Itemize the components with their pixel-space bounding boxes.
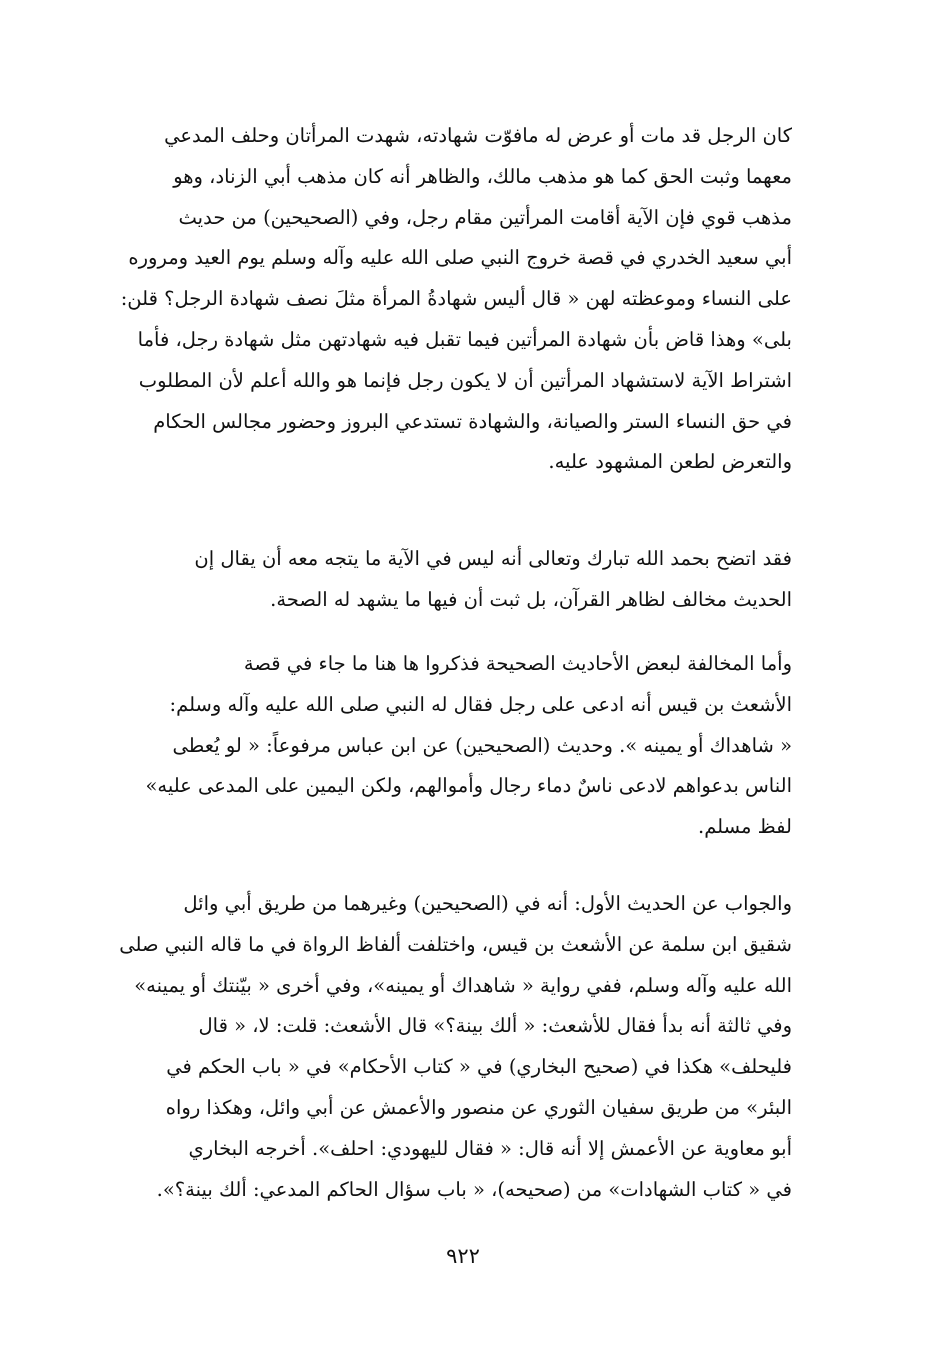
- text-line: الناس بدعواهم لادعى ناسٌ دماء رجال وأموالهم، ولكن اليمين على المدعى عليه»: [145, 774, 792, 798]
- text-line: الحديث مخالف لظاهر القرآن، بل ثبت أن فيها ما يشهد له الصحة.: [270, 587, 792, 611]
- page-number: ٩٢٢: [446, 1244, 480, 1268]
- text-line: اشتراط الآية لاستشهاد المرأتين أن لا يكون رجل فإنما هو والله أعلم لأن المطلوب: [138, 368, 792, 392]
- text-line: في « كتاب الشهادات» من (صحيحه)، « باب سؤال الحاكم المدعي: ألك بينة؟».: [156, 1177, 792, 1201]
- text-line: أبو معاوية عن الأعمش إلا أنه قال: « فقال لليهودي: احلف». أخرجه البخاري: [188, 1136, 792, 1160]
- text-line: وفي ثالثة أنه بدأ فقال للأشعث: « ألك بينة؟» قال الأشعث: قلت: لا، « قال: [198, 1014, 792, 1038]
- text-line: والجواب عن الحديث الأول: أنه في (الصحيحين) وغيرهما من طريق أبي وائل: [183, 892, 792, 915]
- text-line: والتعرض لطعن المشهود عليه.: [548, 450, 792, 474]
- text-line: لفظ مسلم.: [698, 815, 792, 839]
- text-line: البئر» من طريق سفيان الثوري عن منصور والأعمش عن أبي وائل، وهكذا رواه: [165, 1095, 792, 1119]
- text-line: الأشعث بن قيس أنه ادعى على رجل فقال له النبي صلى الله عليه وآله وسلم:: [169, 692, 792, 716]
- text-line: فليحلف» هكذا في (صحيح البخاري) في « كتاب الأحكام» في « باب الحكم في: [166, 1055, 792, 1079]
- text-line: مذهب قوي فإن الآية أقامت المرأتين مقام رجل، وفي (الصحيحين) من حديث: [178, 205, 792, 229]
- paragraph-3: [66, 644, 792, 848]
- text-line: الله عليه وآله وسلم، ففي رواية « شاهداك أو يمينه»، وفي أخرى « بيّنتك أو يمينه»: [134, 973, 792, 997]
- text-line: « شاهداك أو يمينه ». وحديث (الصحيحين) عن ابن عباس مرفوعاً: « لو يُعطى: [172, 733, 792, 757]
- text-line: بلى» وهذا قاض بأن شهادة المرأتين فيما تقبل فيه شهادتهن مثل شهادة رجل، فأما: [137, 327, 792, 351]
- text-line: كان الرجل قد مات أو عرض له مافوّت شهادته، شهدت المرأتان وحلف المدعي: [164, 124, 792, 147]
- paragraph-1: [66, 116, 792, 483]
- text-line: على النساء وموعظته لهن « قال أليس شهادةُ المرأة مثلَ نصف شهادة الرجل؟ قلن:: [120, 287, 792, 311]
- text-line: شقيق ابن سلمة عن الأشعث بن قيس، واختلفت ألفاظ الرواة في ما قاله النبي صلى: [119, 932, 792, 956]
- text-line: في حق النساء الستر والصيانة، والشهادة تستدعي البروز وحضور مجالس الحكام: [153, 409, 792, 433]
- text-line: أبي سعيد الخدري في قصة خروج النبي صلى الله عليه وآله وسلم يوم العيد ومروره: [128, 246, 792, 270]
- paragraph-4: [66, 884, 792, 1210]
- text-line: معهما وثبت الحق كما هو مذهب مالك، والظاهر أنه كان مذهب أبي الزناد، وهو: [173, 164, 792, 188]
- paragraph-2: [66, 539, 792, 621]
- text-line: وأما المخالفة لبعض الأحاديث الصحيحة فذكروا ها هنا ما جاء في قصة: [243, 652, 792, 675]
- text-line: فقد اتضح بحمد الله تبارك وتعالى أنه ليس في الآية ما يتجه معه أن يقال إن: [194, 547, 792, 570]
